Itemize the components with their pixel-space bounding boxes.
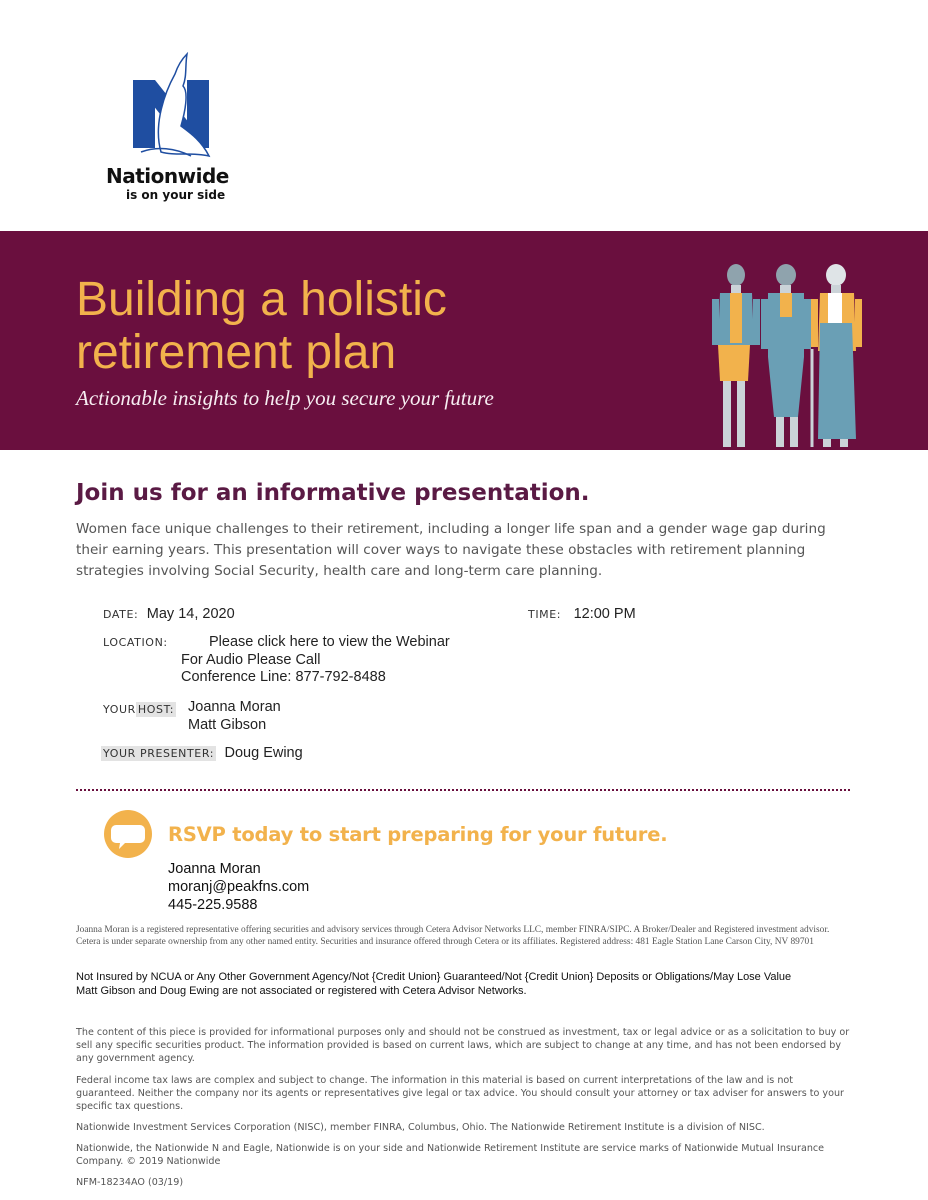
- cetera-disclosure: Joanna Moran is a registered representative offering securities and advisory services through Cetera Advisor Networks LLC, member FINRA/SIPC. A Broker/Dealer and Registered investment advisor. Cetera is under separate ownership from any other named entity. Securities and insurance offered through Cetera or its affiliates. Registered address: 481 Eagle Station Lane Carson City, NV 89701: [76, 925, 830, 948]
- banner-title-line-1: Building a holistic: [76, 273, 447, 326]
- section-heading: Join us for an informative presentation.: [76, 480, 590, 506]
- form-code: NFM-18234AO (03/19): [76, 1177, 184, 1188]
- host-label: [103, 703, 176, 716]
- time-value: 12:00 PM: [573, 606, 636, 622]
- banner-subtitle: Actionable insights to help you secure your future: [76, 386, 494, 410]
- host-label-host: HOST:: [137, 703, 175, 716]
- content-disclaimer: The content of this piece is provided for informational purposes only and should not be construed as investment, tax or legal advice or as a solicitation to buy or sell any specific securities product. The information provided is based on current laws, which are subject to change at any time, and has not been endorsed by any government agency.: [76, 1027, 850, 1064]
- presenter-label: YOUR PRESENTER:: [103, 747, 215, 760]
- speech-bubble-icon: [103, 810, 153, 860]
- not-insured-text: Not Insured by NCUA or Any Other Government Agency/Not {Credit Union} Guaranteed/Not {Credit Union} Deposits or Obligations/May Lose Value: [76, 971, 792, 983]
- contact-phone: 445-225.9588: [168, 897, 258, 913]
- location-details: [181, 634, 450, 687]
- presenter-row: [101, 744, 303, 762]
- logo-tagline: is on your side: [126, 188, 226, 202]
- not-associated-text: Matt Gibson and Doug Ewing are not associated or registered with Cetera Advisor Networks.: [76, 984, 527, 997]
- rsvp-contact: [168, 860, 309, 914]
- date-value: May 14, 2020: [146, 606, 235, 622]
- service-marks-disclaimer: Nationwide, the Nationwide N and Eagle, Nationwide is on your side and Nationwide Retirement Institute are service marks of Nationwide Mutual Insurance Company. © 2019 Nationwide: [76, 1143, 825, 1167]
- contact-name: Joanna Moran: [168, 861, 261, 877]
- date-label: DATE:: [103, 608, 139, 621]
- conference-line: Conference Line: 877-792-8488: [181, 669, 386, 685]
- nationwide-logo-icon: [131, 52, 211, 164]
- nisc-disclaimer: Nationwide Investment Services Corporation (NISC), member FINRA, Columbus, Ohio. The Nationwide Retirement Institute is a division of NISC.: [76, 1122, 765, 1133]
- host-name-1: Joanna Moran: [188, 699, 281, 715]
- banner-title-line-2: retirement plan: [76, 326, 397, 379]
- woman-figure-1: [712, 264, 760, 447]
- host-names: [188, 699, 281, 734]
- nationwide-logo: [106, 52, 246, 204]
- contact-email[interactable]: moranj@peakfns.com: [168, 879, 310, 895]
- time-label: TIME:: [528, 608, 562, 621]
- time-row: [528, 605, 636, 623]
- location-label: LOCATION:: [103, 636, 168, 649]
- woman-figure-3: [811, 264, 862, 447]
- insurance-disclosure: [76, 971, 866, 998]
- intro-paragraph: Women face unique challenges to their retirement, including a longer life span and a gender wage gap during their earning years. This presentation will cover ways to navigate these obstacles with retirement planning strategies involving Social Security, health care and long-term care planning.: [76, 521, 826, 579]
- hero-banner: [0, 231, 928, 450]
- host-name-2: Matt Gibson: [188, 716, 267, 733]
- dotted-divider: [76, 789, 850, 791]
- women-illustration: [700, 259, 870, 450]
- host-label-your: YOUR: [103, 703, 136, 716]
- logo-wordmark: Nationwide: [106, 164, 229, 188]
- tax-disclaimer: Federal income tax laws are complex and subject to change. The information in this material is based on current interpretations of the law and is not guaranteed. Neither the company nor its agents or representatives give legal or tax advice. You should consult your attorney or tax adviser for answers to your specific tax questions.: [76, 1075, 844, 1112]
- woman-figure-2: [761, 264, 811, 447]
- presenter-name: Doug Ewing: [224, 745, 303, 761]
- webinar-link[interactable]: Please click here to view the Webinar: [209, 634, 450, 650]
- banner-title: [76, 273, 447, 379]
- rsvp-heading: RSVP today to start preparing for your future.: [168, 823, 668, 846]
- audio-instruction: For Audio Please Call: [181, 651, 321, 668]
- date-row: [103, 605, 235, 623]
